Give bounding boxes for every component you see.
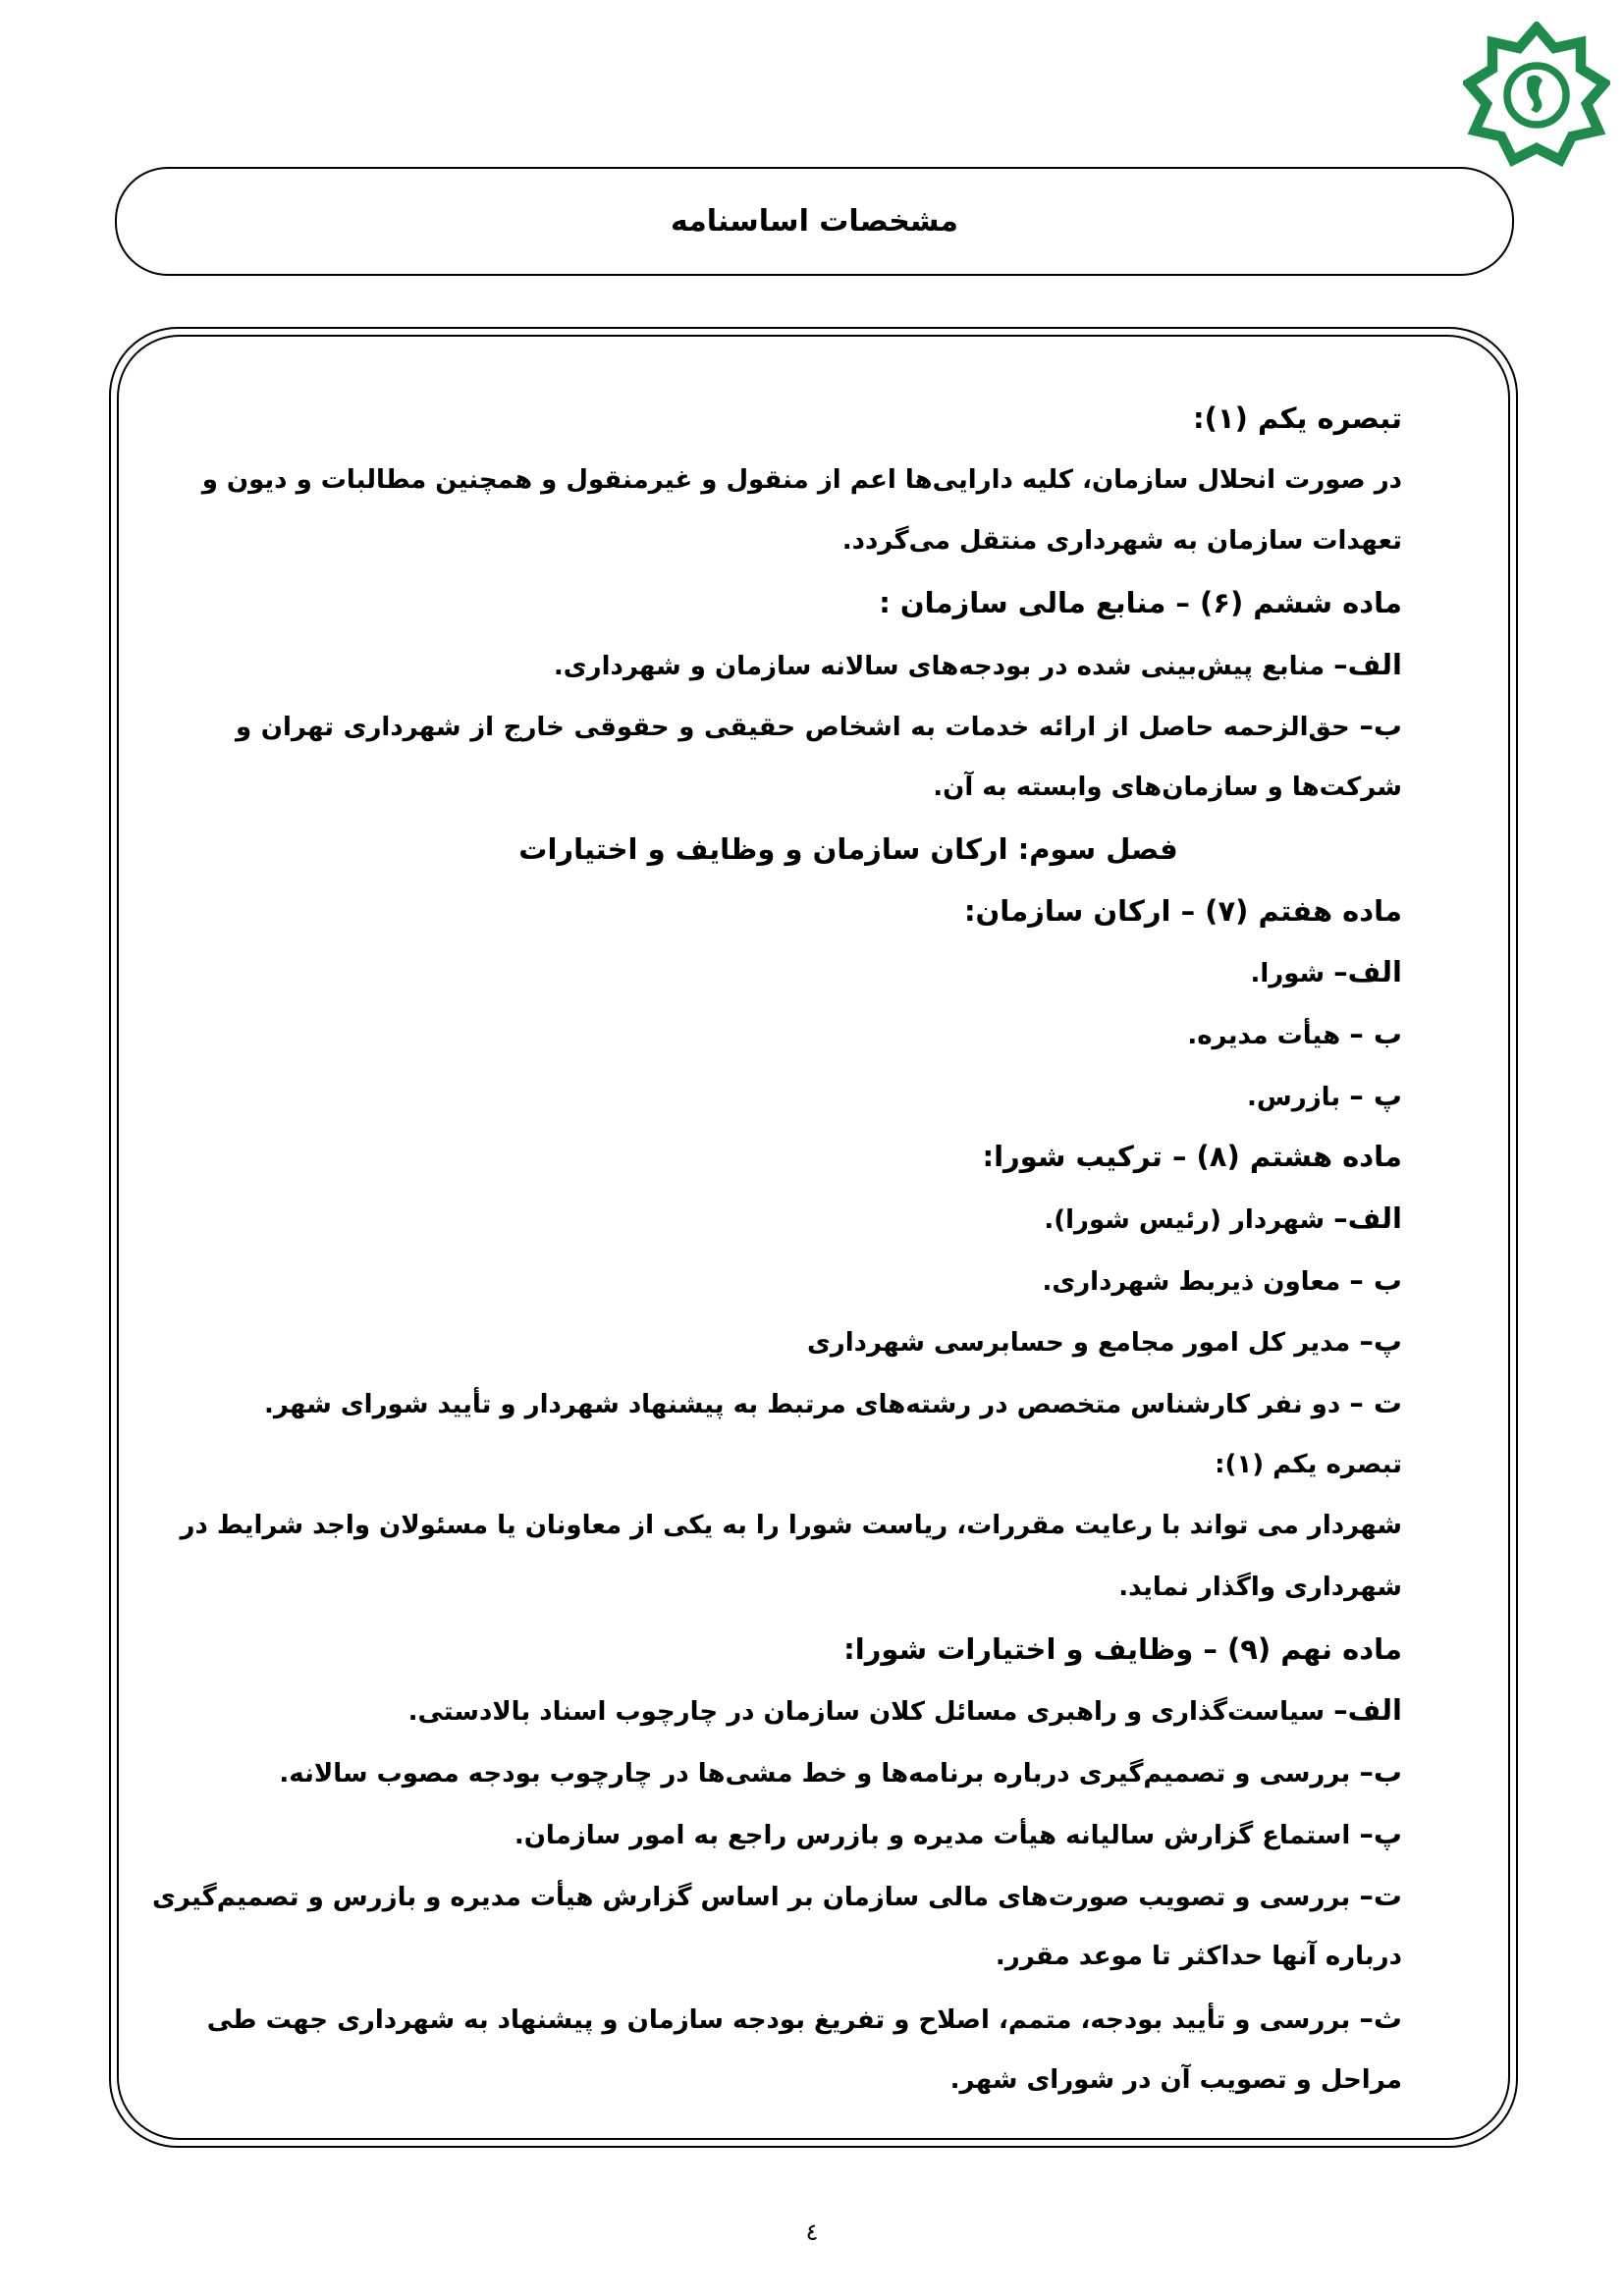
section-title: مشخصات اساسنامه [671,204,958,239]
line-text: حق‌الزحمه حاصل از ارائه خدمات به اشخاص حقیقی و حقوقی خارج از شهرداری تهران و [236,713,1360,743]
clause-label: پ – [1349,1078,1402,1112]
clause-label: ب– [1359,1755,1402,1789]
line-text: دو نفر کارشناس متخصص در رشته‌های مرتبط به پیشنهاد شهردار و تأیید شورای شهر. [264,1390,1350,1419]
article-heading [236,881,1402,942]
article-heading [236,388,1402,450]
page-number: ٤ [805,2218,819,2246]
line-text: بررسی و تصمیم‌گیری درباره برنامه‌ها و خط مشی‌ها در چارچوب بودجه مصوب سالانه. [279,1759,1360,1789]
clause-label: ب – [1349,1262,1402,1297]
text-line [236,1003,1402,1065]
line-text: تبصره یکم (۱): [1215,1449,1402,1479]
clause-label: پ– [1359,1816,1402,1850]
text-line [236,1250,1402,1311]
line-text: ماده نهم (۹) – وظایف و اختیارات شورا: [843,1631,1402,1666]
document-body [151,388,1402,2110]
line-text: تبصره یکم (۱): [1193,401,1402,435]
text-line [151,1865,1402,1927]
line-text: مراحل و تصویب آن در شورای شهر. [949,2064,1402,2095]
line-text: شورا. [1250,959,1334,989]
text-line [236,2050,1402,2111]
clause-label: ت – [1349,1386,1402,1419]
line-text: فصل سوم: ارکان سازمان و وظایف و اختیارات [518,831,1178,866]
clause-label: پ– [1359,1324,1402,1359]
line-text: شهردار می تواند با رعایت مقررات، ریاست شورا را به یکی از معاونان یا مسئولان واجد شرایط در [180,1511,1402,1541]
article-heading [236,1619,1402,1681]
text-line [236,1434,1402,1496]
tehran-municipality-logo [1463,22,1610,169]
line-text: درباره آنها حداکثر تا موعد مقرر. [995,1942,1402,1972]
line-text: تعهدات سازمان به شهرداری منتقل می‌گردد. [841,526,1402,557]
article-heading [236,819,1402,881]
line-text: بررسی و تأیید بودجه، متمم، اصلاح و تفریغ بودجه سازمان و پیشنهاد به شهرداری جهت طی [206,2004,1360,2035]
line-text: استماع گزارش سالیانه هیأت مدیره و بازرس راجع به امور سازمان. [514,1820,1360,1850]
line-text: شهرداری واگذار نماید. [1118,1573,1402,1603]
text-line [236,757,1402,819]
clause-label: الف– [1333,647,1402,681]
text-line [236,695,1402,757]
line-text: شهردار (رئیس شورا). [1044,1204,1334,1235]
text-line [236,634,1402,696]
text-line [236,1310,1402,1372]
clause-label: الف– [1333,1693,1402,1728]
text-line [236,1065,1402,1127]
text-line [236,1741,1402,1803]
line-text: بررسی و تصویب صورت‌های مالی سازمان بر اساس گزارش هیأت مدیره و بازرس و تصمیم‌گیری [151,1882,1360,1912]
line-text: سیاست‌گذاری و راهبری مسائل کلان سازمان در چارچوب اسناد بالادستی. [407,1697,1334,1728]
line-text: در صورت انحلال سازمان، کلیه دارایی‌ها اعم از منقول و غیرمنقول و همچنین مطالبات و دیون و [201,464,1402,495]
text-line [206,1988,1402,2050]
clause-label: ث– [1359,2001,1402,2035]
text-line [236,1188,1402,1250]
article-heading [236,1126,1402,1188]
text-line [236,1680,1402,1741]
article-heading [236,572,1402,634]
text-line [236,1926,1402,1988]
line-text: بازرس. [1246,1082,1350,1112]
clause-label: ت– [1359,1878,1402,1912]
clause-label: الف– [1333,955,1402,989]
text-line [201,450,1402,511]
clause-label: الف– [1333,1201,1402,1235]
line-text: ماده ششم (۶) – منابع مالی سازمان : [879,586,1402,620]
text-line [236,510,1402,572]
text-line [236,1557,1402,1619]
text-line [236,941,1402,1003]
text-line [180,1495,1402,1557]
line-text: مدیر کل امور مجامع و حسابرسی شهرداری [806,1328,1360,1359]
clause-label: ب – [1349,1016,1402,1050]
text-line [236,1372,1402,1434]
line-text: معاون ذیربط شهرداری. [1042,1266,1350,1297]
line-text: شرکت‌ها و سازمان‌های وابسته به آن. [933,773,1402,803]
line-text: هیأت مدیره. [1187,1020,1350,1050]
line-text: ماده هفتم (۷) – ارکان سازمان: [963,893,1402,928]
text-line [236,1803,1402,1865]
section-title-box [115,167,1514,276]
clause-label: ب– [1359,709,1402,743]
line-text: منابع پیش‌بینی شده در بودجه‌های سالانه سازمان و شهرداری. [553,651,1334,681]
line-text: ماده هشتم (۸) – ترکیب شورا: [982,1140,1402,1174]
